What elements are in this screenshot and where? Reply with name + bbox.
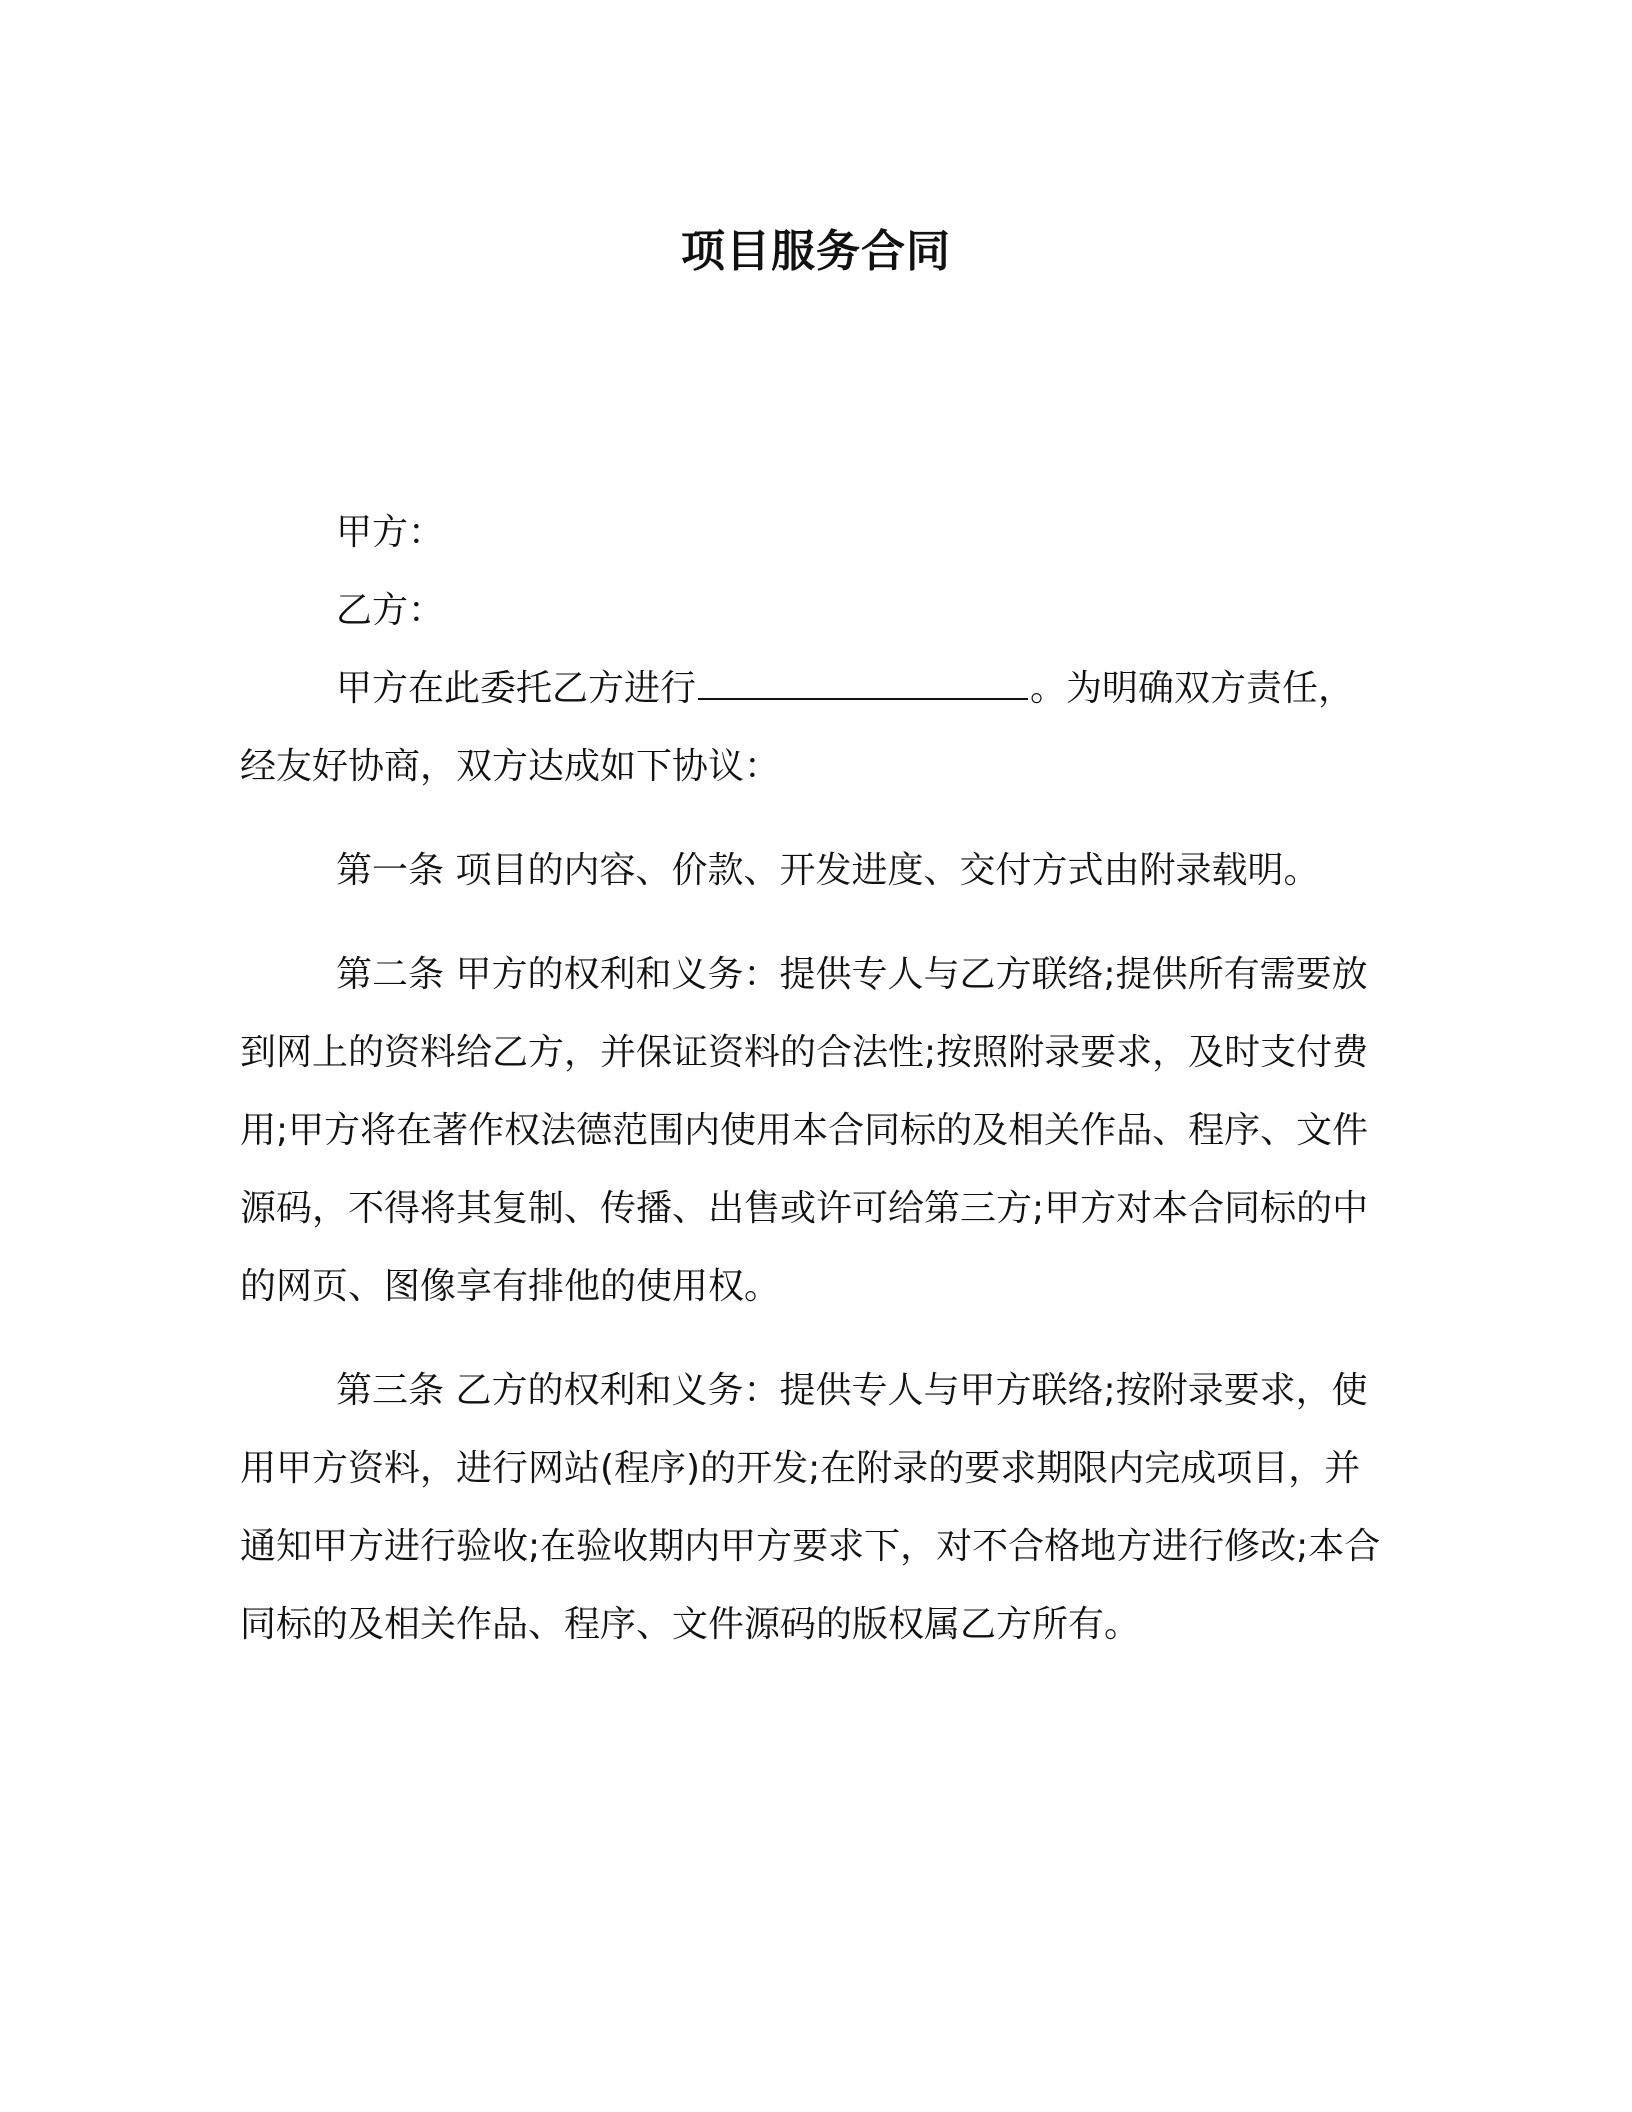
document-title: 项目服务合同 [681,226,951,277]
intro-text-before: 甲方在此委托乙方进行 [336,668,697,709]
intro-paragraph [240,650,1390,806]
party-a-line [240,494,1390,572]
document-body [240,494,1390,1664]
party-a-label: 甲方： [336,512,445,553]
party-b-line [240,572,1390,650]
fill-in-blank [698,662,1028,700]
intro-text-after: 。为明确双方责任，经友好协商，双方达成如下协议： [240,668,1355,787]
article-3: 第三条 乙方的权利和义务：提供专人与甲方联络;按附录要求，使用甲方资料，进行网站(程序)的开发;在附录的要求期限内完成项目，并通知甲方进行验收;在验收期内甲方要求下，对不合格地方进行修改;本合同标的及相关作品、程序、文件源码的版权属乙方所有。 [240,1370,1381,1645]
party-b-label: 乙方： [336,590,445,631]
article-1: 第一条 项目的内容、价款、开发进度、交付方式由附录载明。 [336,850,1320,891]
article-2: 第二条 甲方的权利和义务：提供专人与乙方联络;提供所有需要放到网上的资料给乙方，并保证资料的合法性;按照附录要求，及时支付费用;甲方将在著作权法德范围内使用本合同标的及相关作品、程序、文件源码，不得将其复制、传播、出售或许可给第三方;甲方对本合同标的中的网页、图像享有排他的使用权。 [240,954,1369,1307]
